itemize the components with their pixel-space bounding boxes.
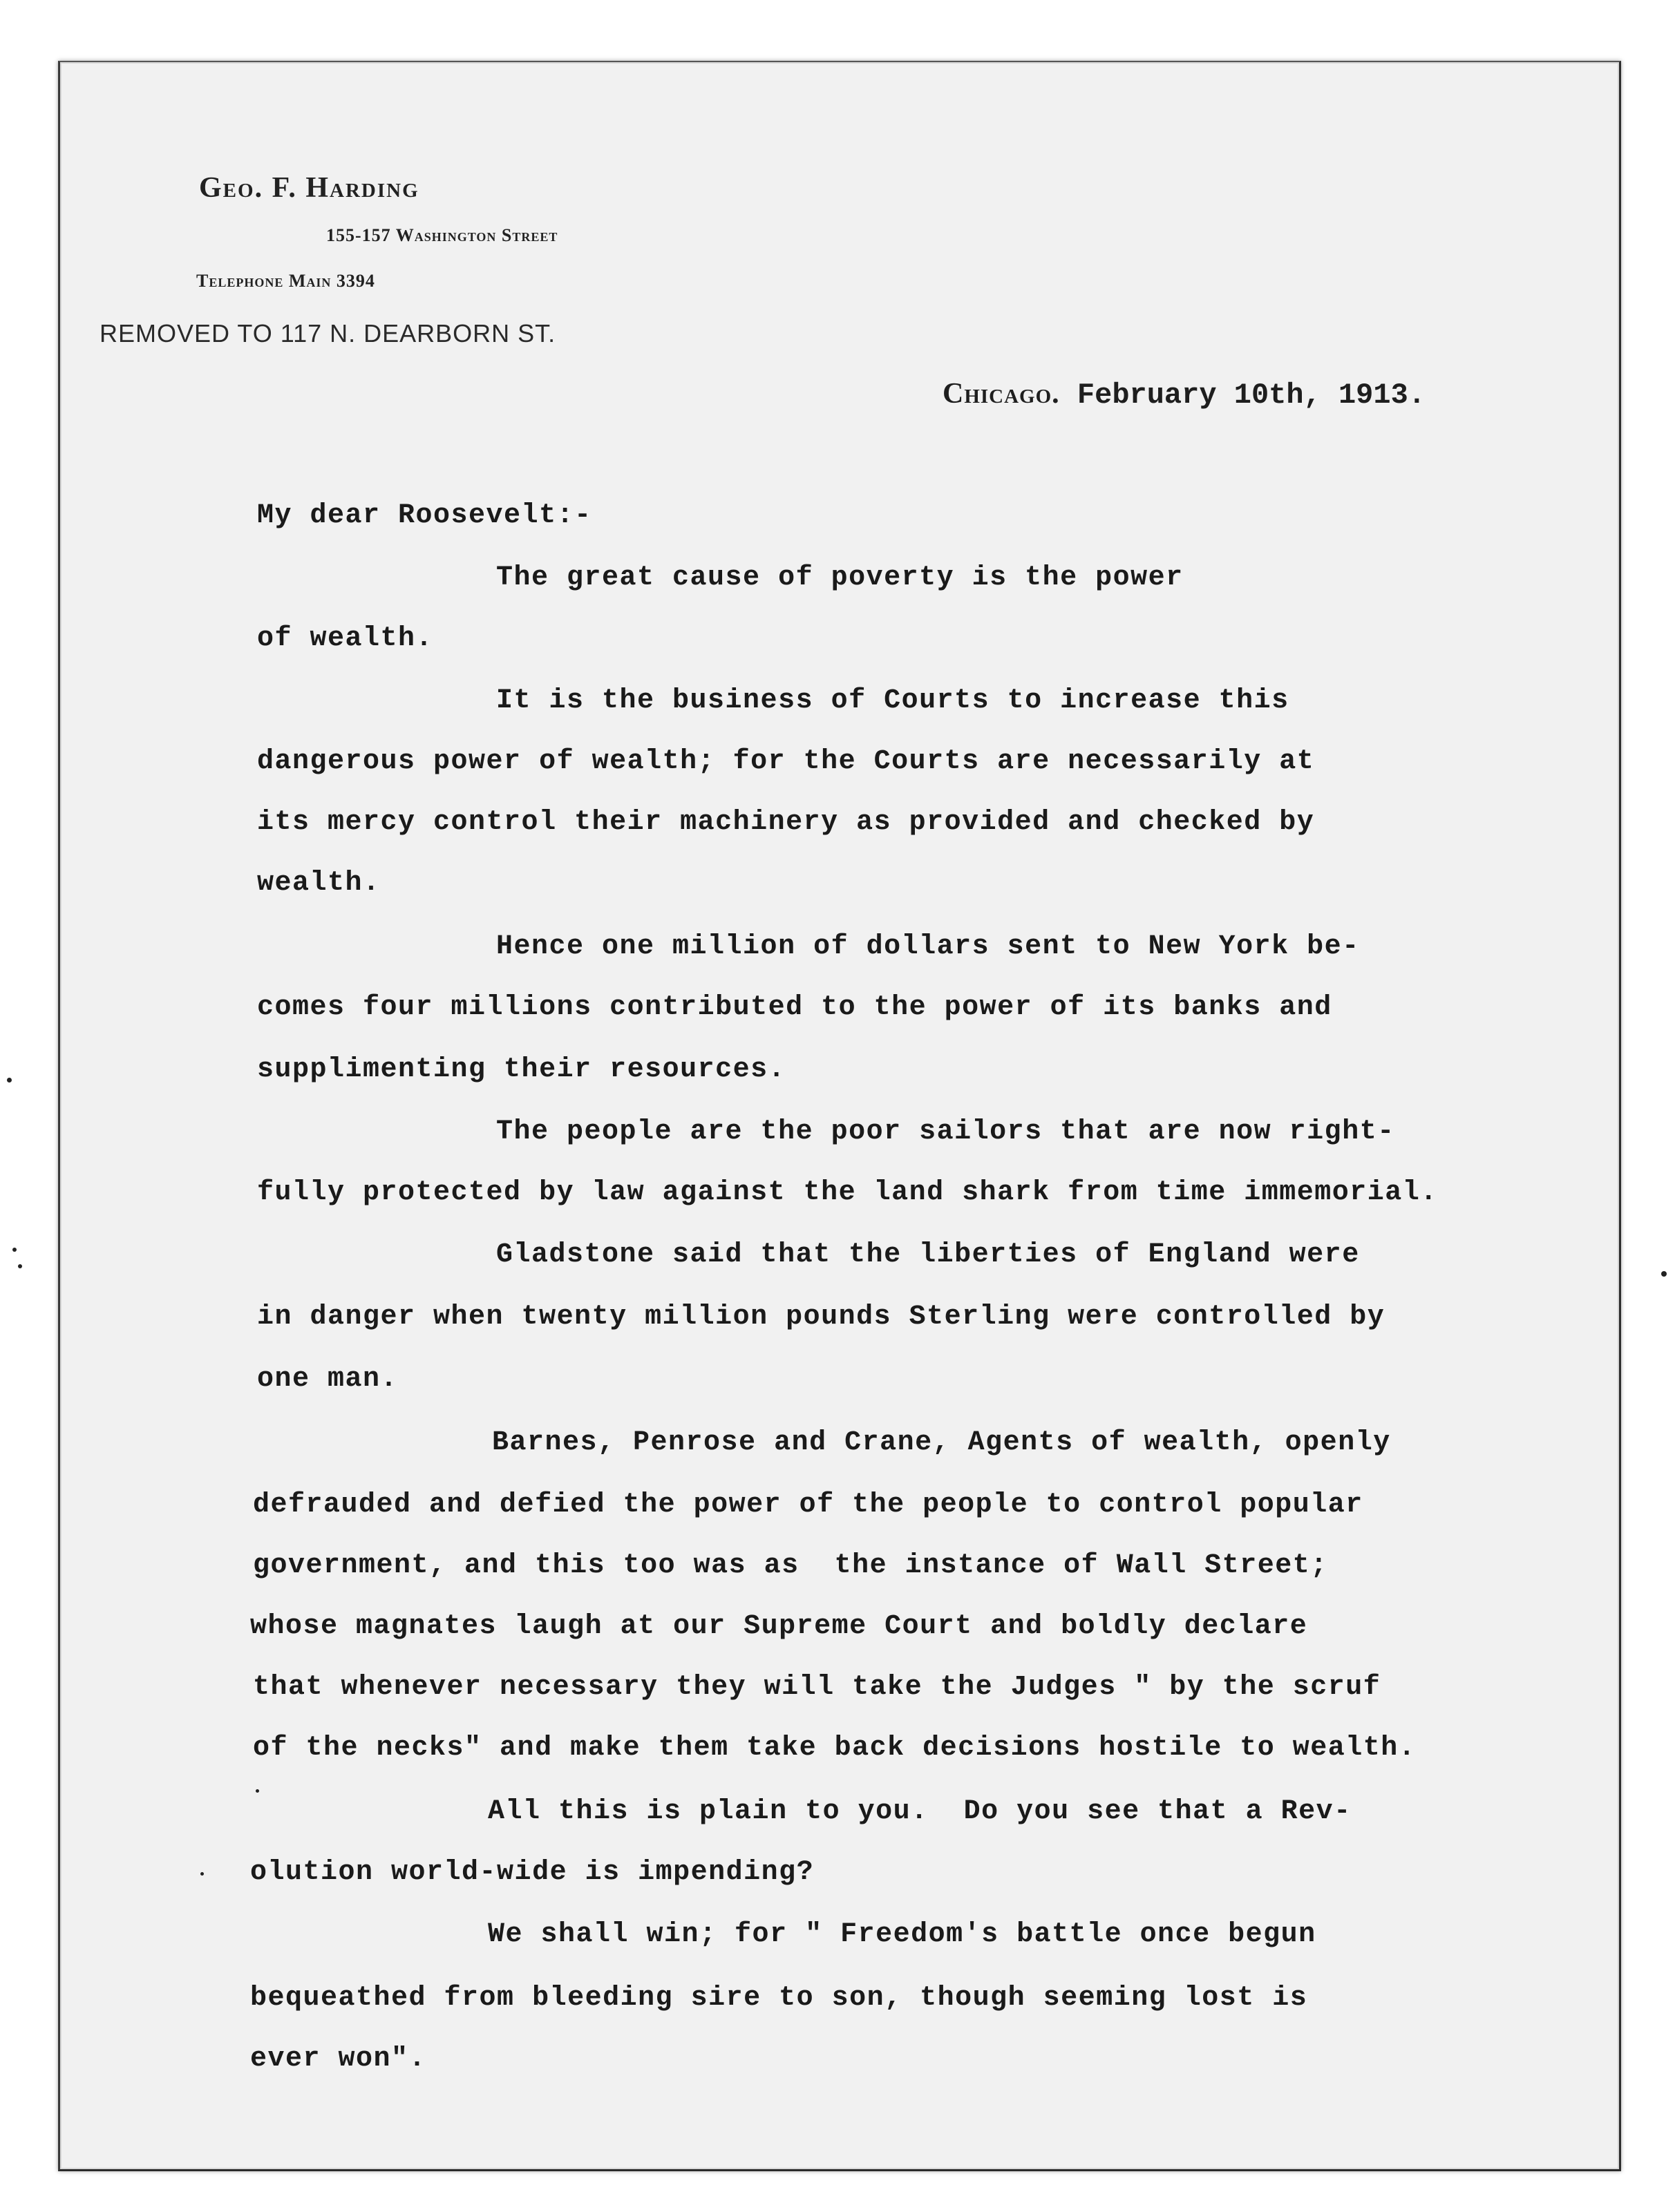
- body-line: bequeathed from bleeding sire to son, though seeming lost is: [250, 1983, 1308, 2014]
- dateline-date: February 10th, 1913.: [1077, 379, 1426, 412]
- body-line: supplimenting their resources.: [257, 1054, 786, 1085]
- letterhead-phone: Telephone Main 3394: [196, 271, 375, 291]
- body-line: in danger when twenty million pounds Sterling were controlled by: [257, 1302, 1385, 1333]
- letterhead-address: 155-157 Washington Street: [326, 225, 558, 245]
- body-line: that whenever necessary they will take the Judges " by the scruf: [253, 1672, 1381, 1703]
- body-line: one man.: [257, 1364, 399, 1395]
- body-line: Barnes, Penrose and Crane, Agents of wealth, openly: [492, 1427, 1391, 1458]
- body-line: All this is plain to you. Do you see that a Rev-: [488, 1796, 1352, 1827]
- body-line: The great cause of poverty is the power: [496, 562, 1184, 593]
- body-line: Gladstone said that the liberties of England were: [496, 1239, 1360, 1270]
- body-line: government, and this too was as the instance of Wall Street;: [253, 1550, 1328, 1581]
- letterhead-removed-notice: REMOVED TO 117 N. DEARBORN ST.: [100, 319, 556, 347]
- scan-speck: [1661, 1271, 1667, 1277]
- body-line: of wealth.: [257, 623, 434, 654]
- body-line: comes four millions contributed to the power of its banks and: [257, 992, 1332, 1023]
- body-line: wealth.: [257, 868, 381, 899]
- scan-speck: [256, 1789, 259, 1793]
- dateline-city: Chicago.: [943, 378, 1060, 410]
- body-line: We shall win; for " Freedom's battle once begun: [488, 1919, 1316, 1950]
- body-line: Hence one million of dollars sent to New York be-: [496, 931, 1360, 962]
- body-line: ever won".: [250, 2043, 427, 2075]
- body-line: fully protected by law against the land shark from time immemorial.: [257, 1177, 1438, 1208]
- body-line: its mercy control their machinery as provided and checked by: [257, 807, 1315, 838]
- letterhead-name: Geo. F. Harding: [199, 172, 419, 204]
- body-line: dangerous power of wealth; for the Courts are necessarily at: [257, 746, 1315, 777]
- dateline: [943, 377, 1426, 412]
- scan-speck: [12, 1248, 17, 1252]
- body-line: whose magnates laugh at our Supreme Court and boldly declare: [250, 1611, 1308, 1642]
- scan-speck: [18, 1264, 22, 1268]
- salutation: My dear Roosevelt:-: [257, 500, 592, 531]
- body-line: It is the business of Courts to increase this: [496, 685, 1289, 716]
- body-line: The people are the poor sailors that are now right-: [496, 1116, 1395, 1147]
- body-line: defrauded and defied the power of the people to control popular: [253, 1489, 1363, 1520]
- scan-speck: [200, 1872, 204, 1876]
- scan-speck: [7, 1078, 12, 1083]
- body-line: of the necks" and make them take back decisions hostile to wealth.: [253, 1733, 1417, 1764]
- body-line: olution world-wide is impending?: [250, 1857, 815, 1888]
